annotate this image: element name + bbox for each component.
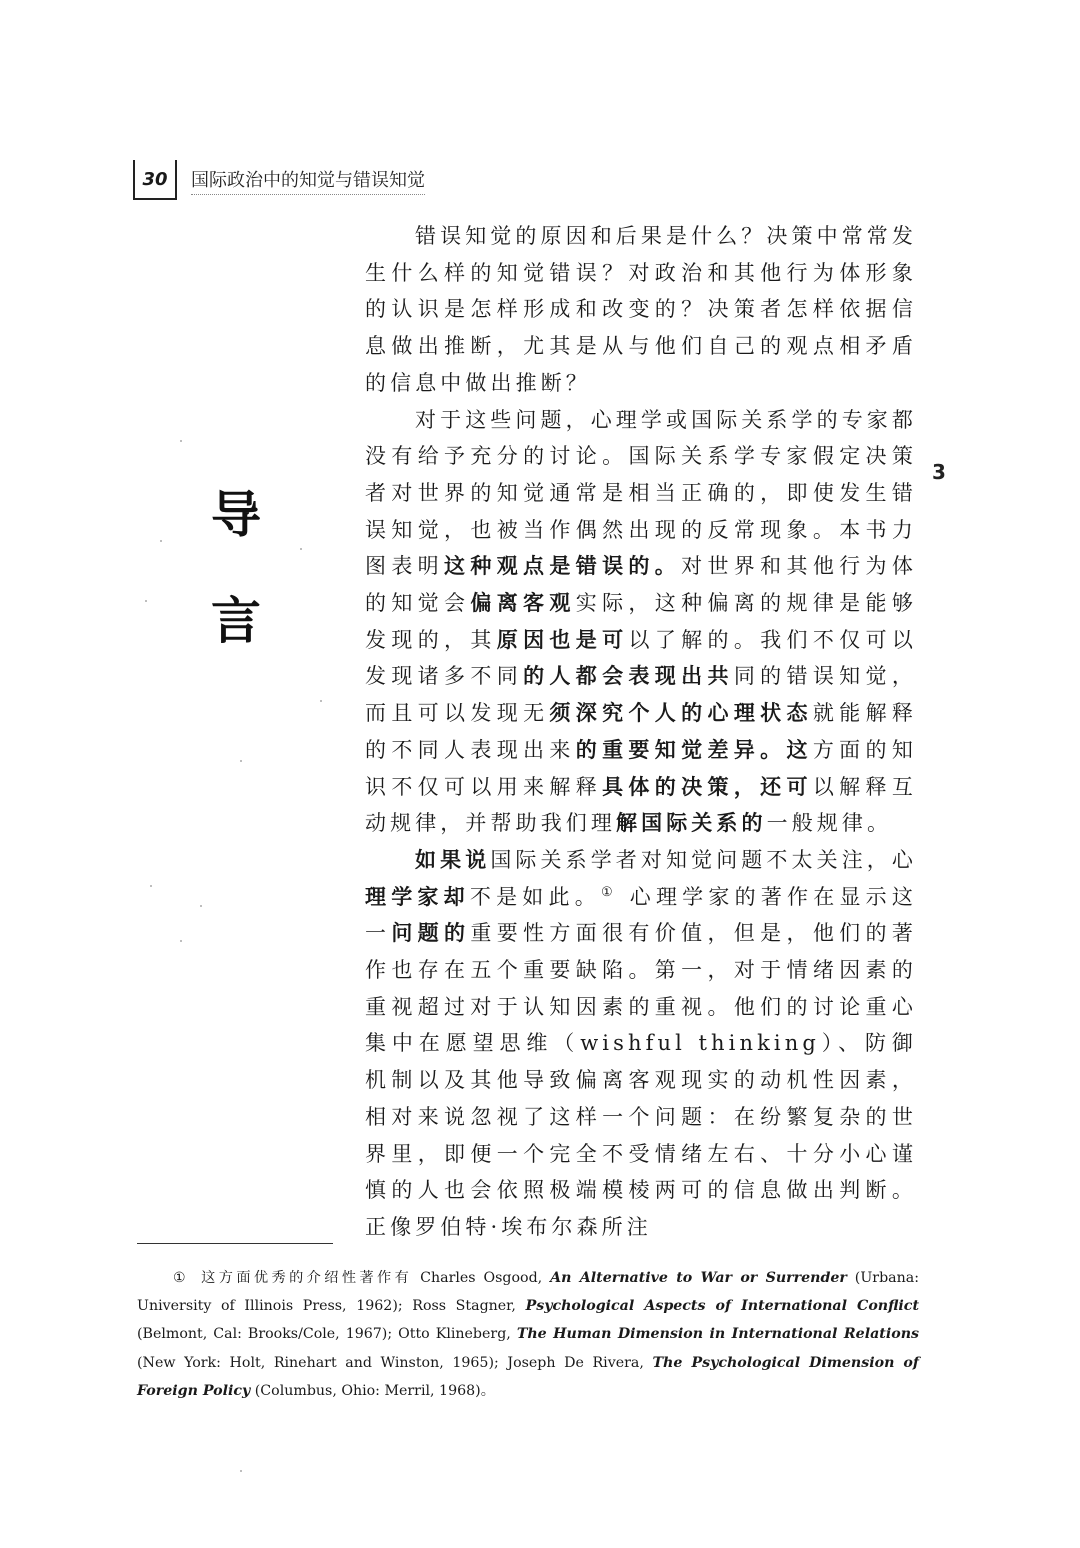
running-title: 国际政治中的知觉与错误知觉 — [191, 166, 425, 195]
bold-run: 理学家却 — [365, 883, 470, 909]
footnote-text: (Columbus, Ohio: Merril, 1968)。 — [250, 1382, 495, 1399]
bold-run: 原因也是可 — [496, 626, 629, 652]
footnote-reference[interactable]: ① — [600, 884, 618, 900]
footnote-book-title: The Psychological Dimension of Foreign Policy — [137, 1354, 919, 1399]
footnote-book-title: Psychological Aspects of International Conflict — [525, 1298, 919, 1315]
paragraph-2 — [365, 402, 917, 842]
bold-run: 问题的 — [391, 920, 471, 946]
scan-speck — [180, 940, 182, 942]
text-run: 重要性方面很有价值，但是，他们的著作也存在五个重要缺陷。第一，对于情绪因素的重视超过对于认知因素的重视。他们的讨论重心集中在愿望思维（wishful thinking）、防御机制以及其他导致偏离客观现实的动机性因素，相对来说忽视了这样一个问题：在纷繁复杂的世界里，即便一个完全不受情绪左右、十分小心谨慎的人也会依照极端模棱两可的信息做出判断。正像罗伯特·埃布尔森所注 — [365, 921, 917, 1239]
text-run: 不是如此。 — [469, 884, 601, 909]
footnote-divider — [137, 1243, 333, 1244]
scan-speck — [150, 885, 152, 887]
bold-run: 的重要知觉差异。这 — [575, 736, 813, 762]
page-number: 30 — [133, 160, 177, 200]
scan-speck — [160, 540, 162, 542]
footnote-text: 这方面优秀的介绍性著作有 Charles Osgood, — [197, 1270, 551, 1286]
footnote-number: ① — [173, 1270, 186, 1286]
chapter-title-char-2: 言 — [211, 592, 261, 650]
paragraph-1: 错误知觉的原因和后果是什么？决策中常常发生什么样的知觉错误？对政治和其他行为体形象的认识是怎样形成和改变的？决策者怎样依据信息做出推断，尤其是从与他们自己的观点相矛盾的信息中做出推断？ — [365, 224, 917, 395]
paragraph-3 — [365, 842, 917, 1246]
footnote-book-title: The Human Dimension in International Relations — [516, 1326, 919, 1343]
chapter-title — [206, 462, 266, 674]
text-run: 同的错误知觉，而且可以发现无 — [365, 664, 917, 726]
footnote-text: (Urbana: University of Illinois Press, 1962); Ross Stagner, — [137, 1270, 919, 1315]
chapter-title-char-1: 导 — [211, 486, 261, 544]
text-run: 国际关系学者对知觉问题不太关注，心 — [490, 847, 918, 872]
text-run: 对世界和其他行为体的知觉会 — [365, 554, 917, 616]
scan-speck — [320, 700, 322, 702]
scan-speck — [200, 905, 202, 907]
text-run: 对于这些问题，心理学或国际关系学的专家都没有给予充分的讨论。国际关系学专家假定决策者对世界的知觉通常是相当正确的，即使发生错误知觉，也被当作偶然出现的反常现象。本书力图表明 — [365, 407, 917, 579]
scan-speck — [145, 600, 147, 602]
footnote-book-title: An Alternative to War or Surrender — [550, 1270, 847, 1286]
text-run: 方面的知识不仅可以用来解释 — [365, 737, 917, 799]
text-run: 一般规律。 — [766, 811, 893, 836]
text-run: 实际，这种偏离的规律是能够发现的，其 — [365, 591, 917, 652]
bold-run: 偏离客观 — [470, 590, 576, 616]
footnote — [137, 1264, 919, 1405]
scan-speck — [240, 760, 242, 762]
text-run: 以解释互动规律，并帮助我们理 — [365, 774, 917, 836]
scan-speck — [180, 440, 182, 442]
text-run: 心理学家的著作在显示这一 — [365, 884, 918, 946]
text-run: 就能解释的不同人表现出来 — [365, 701, 918, 762]
page-header — [133, 160, 425, 200]
footnote-text: (Belmont, Cal: Brooks/Cole, 1967); Otto Klineberg, — [137, 1326, 517, 1343]
scan-speck — [300, 548, 302, 550]
bold-run: 如果说 — [415, 846, 491, 872]
original-page-marker: 3 — [932, 460, 946, 484]
bold-run: 的人都会表现出共 — [523, 663, 734, 689]
text-run: 以了解的。我们不仅可以发现诸多不同 — [365, 627, 918, 689]
scan-speck — [240, 1470, 242, 1472]
footnote-text: (New York: Holt, Rinehart and Winston, 1965); Joseph De Rivera, — [137, 1354, 653, 1371]
bold-run: 解国际关系的 — [616, 810, 767, 836]
bold-run: 具体的决策，还可 — [602, 773, 813, 799]
body-text — [365, 218, 917, 1246]
bold-run: 须深究个人的心理状态 — [549, 700, 813, 726]
bold-run: 这种观点是错误的。 — [444, 553, 682, 579]
